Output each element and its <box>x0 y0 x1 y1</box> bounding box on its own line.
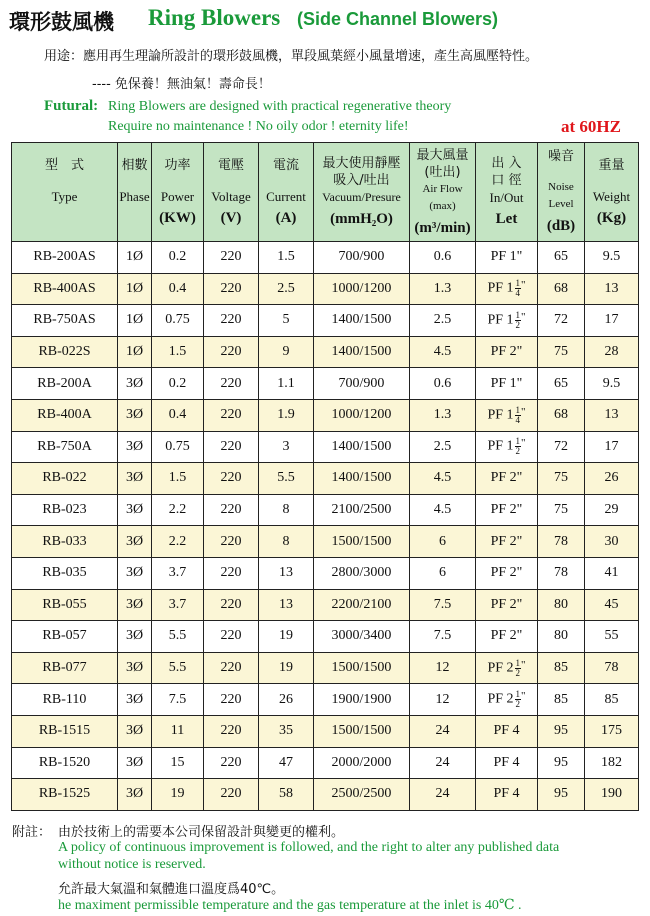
cell-airflow: 2.5 <box>410 305 476 337</box>
header-power-unit: (KW) <box>159 209 196 226</box>
header-airflow <box>410 143 476 242</box>
port-whole: PF 1 <box>487 407 514 423</box>
cell-power: 3.7 <box>152 557 204 589</box>
port-whole: PF 1 <box>487 281 514 297</box>
futural-line-1: Ring Blowers are designed with practical regenerative theory <box>108 99 452 114</box>
cell-port: PF 1 $\frac{1}{4}$ " <box>476 273 538 305</box>
header-weight <box>585 143 639 242</box>
header-weight-zh: 重量 <box>598 157 625 173</box>
cell-voltage: 220 <box>204 526 259 558</box>
header-voltage-unit: (V) <box>220 209 242 226</box>
header-port-zh: 出 入 <box>491 156 522 171</box>
cell-current: 5 <box>259 305 314 337</box>
note-english-line-2: without notice is reserved. <box>58 857 206 872</box>
header-noise-unit: (dB) <box>546 218 576 234</box>
cell-noise: 72 <box>538 305 585 337</box>
cell-voltage: 220 <box>204 621 259 653</box>
cell-type: RB-057 <box>12 621 118 653</box>
cell-phase: 3Ø <box>118 431 152 463</box>
cell-voltage: 220 <box>204 273 259 305</box>
cell-port: PF 4 <box>476 715 538 747</box>
cell-phase: 3Ø <box>118 747 152 779</box>
temperature-note-english: he maximent permissible temperature and the gas temperature at the inlet is 40℃ . <box>58 898 522 913</box>
cell-power: 0.75 <box>152 305 204 337</box>
cell-type: RB-400A <box>12 399 118 431</box>
port-whole: PF 2 <box>487 660 514 676</box>
cell-voltage: 220 <box>204 715 259 747</box>
cell-voltage: 220 <box>204 336 259 368</box>
cell-type: RB-200AS <box>12 242 118 274</box>
header-weight-unit: (Kg) <box>596 209 627 226</box>
cell-power: 11 <box>152 715 204 747</box>
cell-port: PF 2" <box>476 557 538 589</box>
cell-phase: 1Ø <box>118 242 152 274</box>
cell-type: RB-750A <box>12 431 118 463</box>
header-port-unit: Let <box>495 211 518 227</box>
cell-port: PF 4 <box>476 779 538 811</box>
cell-power: 2.2 <box>152 526 204 558</box>
cell-phase: 3Ø <box>118 652 152 684</box>
cell-voltage: 220 <box>204 463 259 495</box>
cell-current: 3 <box>259 431 314 463</box>
cell-airflow: 6 <box>410 557 476 589</box>
header-pressure-unit: (mmH₂O) <box>330 211 393 227</box>
port-fraction: $\frac{1}{2}$ <box>515 436 521 457</box>
cell-pressure: 1000/1200 <box>314 399 410 431</box>
cell-voltage: 220 <box>204 494 259 526</box>
cell-type: RB-1525 <box>12 779 118 811</box>
cell-power: 7.5 <box>152 684 204 716</box>
cell-airflow: 4.5 <box>410 336 476 368</box>
cell-noise: 95 <box>538 779 585 811</box>
cell-voltage: 220 <box>204 431 259 463</box>
cell-airflow: 4.5 <box>410 494 476 526</box>
header-pressure-zh2: 吸入/吐出 <box>333 173 390 188</box>
port-whole: PF 1 <box>487 312 514 328</box>
header-current-en: Current <box>266 188 306 204</box>
cell-airflow: 1.3 <box>410 273 476 305</box>
cell-current: 1.1 <box>259 368 314 400</box>
cell-port: PF 2" <box>476 589 538 621</box>
cell-phase: 3Ø <box>118 368 152 400</box>
cell-current: 35 <box>259 715 314 747</box>
cell-noise: 80 <box>538 621 585 653</box>
cell-port: PF 1 $\frac{1}{2}$ " <box>476 305 538 337</box>
port-fraction: $\frac{1}{2}$ <box>515 309 521 330</box>
port-whole: PF 2 <box>487 691 514 707</box>
port-whole: PF 1 <box>487 439 514 455</box>
cell-port: PF 2" <box>476 463 538 495</box>
cell-noise: 95 <box>538 715 585 747</box>
table-row <box>12 747 639 779</box>
cell-pressure: 2500/2500 <box>314 779 410 811</box>
cell-voltage: 220 <box>204 557 259 589</box>
header-port <box>476 143 538 242</box>
cell-type: RB-023 <box>12 494 118 526</box>
cell-type: RB-1515 <box>12 715 118 747</box>
cell-phase: 3Ø <box>118 557 152 589</box>
cell-current: 19 <box>259 652 314 684</box>
cell-pressure: 3000/3400 <box>314 621 410 653</box>
cell-pressure: 1400/1500 <box>314 336 410 368</box>
cell-weight: 30 <box>585 526 639 558</box>
header-type <box>12 143 118 242</box>
table-header-row <box>12 143 639 242</box>
title-subtitle: (Side Channel Blowers) <box>297 9 499 29</box>
header-voltage-zh: 電壓 <box>217 157 244 173</box>
table-row <box>12 557 639 589</box>
header-phase-zh: 相數 <box>121 157 148 173</box>
cell-power: 2.2 <box>152 494 204 526</box>
cell-port: PF 2" <box>476 526 538 558</box>
cell-pressure: 1500/1500 <box>314 526 410 558</box>
cell-port: PF 4 <box>476 747 538 779</box>
cell-type: RB-200A <box>12 368 118 400</box>
cell-airflow: 12 <box>410 652 476 684</box>
cell-power: 15 <box>152 747 204 779</box>
cell-noise: 68 <box>538 399 585 431</box>
port-fraction: $\frac{1}{4}$ <box>515 278 521 299</box>
cell-noise: 95 <box>538 747 585 779</box>
header-pressure-zh: 最大使用靜壓 <box>322 156 401 171</box>
cell-power: 1.5 <box>152 463 204 495</box>
cell-weight: 26 <box>585 463 639 495</box>
cell-pressure: 1000/1200 <box>314 273 410 305</box>
cell-pressure: 2200/2100 <box>314 589 410 621</box>
cell-weight: 9.5 <box>585 242 639 274</box>
cell-weight: 13 <box>585 399 639 431</box>
cell-pressure: 700/900 <box>314 242 410 274</box>
cell-current: 13 <box>259 557 314 589</box>
cell-noise: 68 <box>538 273 585 305</box>
header-noise-en: Noise Level <box>548 181 574 210</box>
cell-noise: 75 <box>538 494 585 526</box>
cell-weight: 28 <box>585 336 639 368</box>
cell-voltage: 220 <box>204 779 259 811</box>
cell-airflow: 24 <box>410 747 476 779</box>
header-voltage-en: Voltage <box>211 188 251 204</box>
header-current <box>259 143 314 242</box>
header-airflow-en: Air Flow (max) <box>422 182 463 212</box>
cell-current: 1.5 <box>259 242 314 274</box>
cell-pressure: 1500/1500 <box>314 652 410 684</box>
slogan-chinese: ---- 免保養！無油氣！壽命長！ <box>92 77 271 92</box>
cell-noise: 65 <box>538 368 585 400</box>
cell-airflow: 12 <box>410 684 476 716</box>
cell-type: RB-035 <box>12 557 118 589</box>
cell-current: 2.5 <box>259 273 314 305</box>
table-row <box>12 431 639 463</box>
cell-voltage: 220 <box>204 589 259 621</box>
cell-pressure: 700/900 <box>314 368 410 400</box>
header-airflow-zh: 最大風量 <box>416 147 469 163</box>
cell-airflow: 6 <box>410 526 476 558</box>
cell-type: RB-110 <box>12 684 118 716</box>
temperature-note-chinese: 允許最大氣溫和氣體進口溫度爲40℃。 <box>58 882 285 897</box>
header-current-zh: 電流 <box>272 157 299 173</box>
cell-phase: 1Ø <box>118 273 152 305</box>
cell-airflow: 4.5 <box>410 463 476 495</box>
cell-phase: 3Ø <box>118 494 152 526</box>
cell-weight: 182 <box>585 747 639 779</box>
cell-noise: 75 <box>538 336 585 368</box>
header-weight-en: Weight <box>592 188 631 204</box>
cell-airflow: 2.5 <box>410 431 476 463</box>
cell-pressure: 2800/3000 <box>314 557 410 589</box>
cell-phase: 1Ø <box>118 305 152 337</box>
table-row <box>12 336 639 368</box>
cell-pressure: 1400/1500 <box>314 431 410 463</box>
cell-airflow: 24 <box>410 715 476 747</box>
cell-port: PF 2 $\frac{1}{2}$ " <box>476 652 538 684</box>
cell-voltage: 220 <box>204 399 259 431</box>
spec-table-body <box>12 242 639 811</box>
cell-weight: 17 <box>585 431 639 463</box>
cell-current: 1.9 <box>259 399 314 431</box>
cell-power: 1.5 <box>152 336 204 368</box>
cell-current: 9 <box>259 336 314 368</box>
table-row <box>12 242 639 274</box>
cell-pressure: 1500/1500 <box>314 715 410 747</box>
cell-noise: 72 <box>538 431 585 463</box>
cell-power: 0.75 <box>152 431 204 463</box>
cell-power: 19 <box>152 779 204 811</box>
cell-weight: 175 <box>585 715 639 747</box>
table-row <box>12 652 639 684</box>
cell-current: 26 <box>259 684 314 716</box>
title-chinese: 環形鼓風機 <box>9 10 114 34</box>
cell-airflow: 0.6 <box>410 368 476 400</box>
table-row <box>12 494 639 526</box>
cell-type: RB-022 <box>12 463 118 495</box>
cell-type: RB-1520 <box>12 747 118 779</box>
cell-port: PF 1 $\frac{1}{4}$ " <box>476 399 538 431</box>
futural-line-2: Require no maintenance ! No oily odor ! eternity life! <box>108 119 409 134</box>
cell-current: 13 <box>259 589 314 621</box>
note-chinese: 由於技術上的需要本公司保留設計與變更的權利。 <box>58 825 345 840</box>
cell-voltage: 220 <box>204 684 259 716</box>
cell-voltage: 220 <box>204 652 259 684</box>
cell-noise: 75 <box>538 463 585 495</box>
cell-weight: 85 <box>585 684 639 716</box>
cell-phase: 3Ø <box>118 526 152 558</box>
header-type-en: Type <box>51 188 78 204</box>
cell-weight: 13 <box>585 273 639 305</box>
cell-pressure: 1900/1900 <box>314 684 410 716</box>
table-row <box>12 621 639 653</box>
cell-port: PF 1" <box>476 368 538 400</box>
cell-phase: 3Ø <box>118 399 152 431</box>
note-english-line-1: A policy of continuous improvement is followed, and the right to alter any published data <box>58 840 560 855</box>
cell-noise: 65 <box>538 242 585 274</box>
cell-port: PF 1" <box>476 242 538 274</box>
cell-power: 0.2 <box>152 242 204 274</box>
cell-port: PF 2" <box>476 621 538 653</box>
cell-phase: 3Ø <box>118 463 152 495</box>
table-row <box>12 779 639 811</box>
cell-noise: 80 <box>538 589 585 621</box>
cell-noise: 78 <box>538 526 585 558</box>
header-airflow-unit: (m³/min) <box>414 219 471 236</box>
cell-power: 0.4 <box>152 399 204 431</box>
cell-weight: 190 <box>585 779 639 811</box>
cell-airflow: 24 <box>410 779 476 811</box>
header-voltage <box>204 143 259 242</box>
cell-weight: 9.5 <box>585 368 639 400</box>
cell-weight: 29 <box>585 494 639 526</box>
cell-port: PF 2 $\frac{1}{2}$ " <box>476 684 538 716</box>
cell-type: RB-077 <box>12 652 118 684</box>
header-phase <box>118 143 152 242</box>
cell-phase: 3Ø <box>118 621 152 653</box>
cell-phase: 3Ø <box>118 589 152 621</box>
cell-weight: 17 <box>585 305 639 337</box>
cell-pressure: 1400/1500 <box>314 463 410 495</box>
cell-weight: 78 <box>585 652 639 684</box>
cell-port: PF 2" <box>476 494 538 526</box>
note-label: 附註： <box>12 825 52 840</box>
cell-pressure: 2100/2500 <box>314 494 410 526</box>
cell-voltage: 220 <box>204 305 259 337</box>
cell-current: 58 <box>259 779 314 811</box>
header-pressure-en: Vacuum/Presure <box>322 190 401 204</box>
spec-table <box>11 142 639 811</box>
header-noise-zh: 噪音 <box>547 149 574 164</box>
cell-weight: 45 <box>585 589 639 621</box>
cell-voltage: 220 <box>204 368 259 400</box>
table-row <box>12 589 639 621</box>
header-power-en: Power <box>160 188 195 204</box>
table-row <box>12 368 639 400</box>
port-fraction: $\frac{1}{2}$ <box>515 689 521 710</box>
header-noise <box>538 143 585 242</box>
header-port-en: In/Out <box>489 190 524 205</box>
cell-voltage: 220 <box>204 747 259 779</box>
cell-port: PF 1 $\frac{1}{2}$ " <box>476 431 538 463</box>
cell-phase: 1Ø <box>118 336 152 368</box>
cell-type: RB-022S <box>12 336 118 368</box>
cell-phase: 3Ø <box>118 684 152 716</box>
usage-description: 用途：應用再生理論所設計的環形鼓風機，單段風葉經小風量增速，產生高風壓特性。 <box>44 49 539 64</box>
cell-noise: 85 <box>538 684 585 716</box>
frequency-label: at 60HZ <box>561 117 621 136</box>
cell-power: 5.5 <box>152 652 204 684</box>
table-row <box>12 526 639 558</box>
table-row <box>12 715 639 747</box>
cell-type: RB-400AS <box>12 273 118 305</box>
cell-noise: 78 <box>538 557 585 589</box>
header-power <box>152 143 204 242</box>
cell-airflow: 7.5 <box>410 589 476 621</box>
cell-power: 5.5 <box>152 621 204 653</box>
cell-airflow: 0.6 <box>410 242 476 274</box>
title-english: Ring Blowers <box>148 5 281 30</box>
cell-port: PF 2" <box>476 336 538 368</box>
cell-airflow: 1.3 <box>410 399 476 431</box>
header-port-zh2: 口 徑 <box>491 173 522 188</box>
table-row <box>12 463 639 495</box>
header-type-zh: 型 式 <box>44 157 84 173</box>
table-row <box>12 305 639 337</box>
cell-weight: 55 <box>585 621 639 653</box>
futural-label: Futural: <box>44 98 99 114</box>
table-row <box>12 684 639 716</box>
cell-phase: 3Ø <box>118 715 152 747</box>
cell-noise: 85 <box>538 652 585 684</box>
cell-type: RB-033 <box>12 526 118 558</box>
table-row <box>12 399 639 431</box>
cell-current: 5.5 <box>259 463 314 495</box>
cell-type: RB-750AS <box>12 305 118 337</box>
cell-pressure: 2000/2000 <box>314 747 410 779</box>
cell-power: 0.2 <box>152 368 204 400</box>
port-fraction: $\frac{1}{2}$ <box>515 657 521 678</box>
header-phase-en: Phase <box>119 188 150 204</box>
cell-power: 3.7 <box>152 589 204 621</box>
cell-current: 8 <box>259 526 314 558</box>
port-fraction: $\frac{1}{4}$ <box>515 404 521 425</box>
header-current-unit: (A) <box>275 209 297 226</box>
cell-current: 47 <box>259 747 314 779</box>
header-airflow-zh2: (吐出) <box>424 164 461 180</box>
header-pressure <box>314 143 410 242</box>
cell-airflow: 7.5 <box>410 621 476 653</box>
cell-pressure: 1400/1500 <box>314 305 410 337</box>
cell-weight: 41 <box>585 557 639 589</box>
cell-type: RB-055 <box>12 589 118 621</box>
cell-power: 0.4 <box>152 273 204 305</box>
cell-current: 8 <box>259 494 314 526</box>
cell-current: 19 <box>259 621 314 653</box>
cell-phase: 3Ø <box>118 779 152 811</box>
cell-voltage: 220 <box>204 242 259 274</box>
table-row <box>12 273 639 305</box>
header-power-zh: 功率 <box>164 157 191 173</box>
